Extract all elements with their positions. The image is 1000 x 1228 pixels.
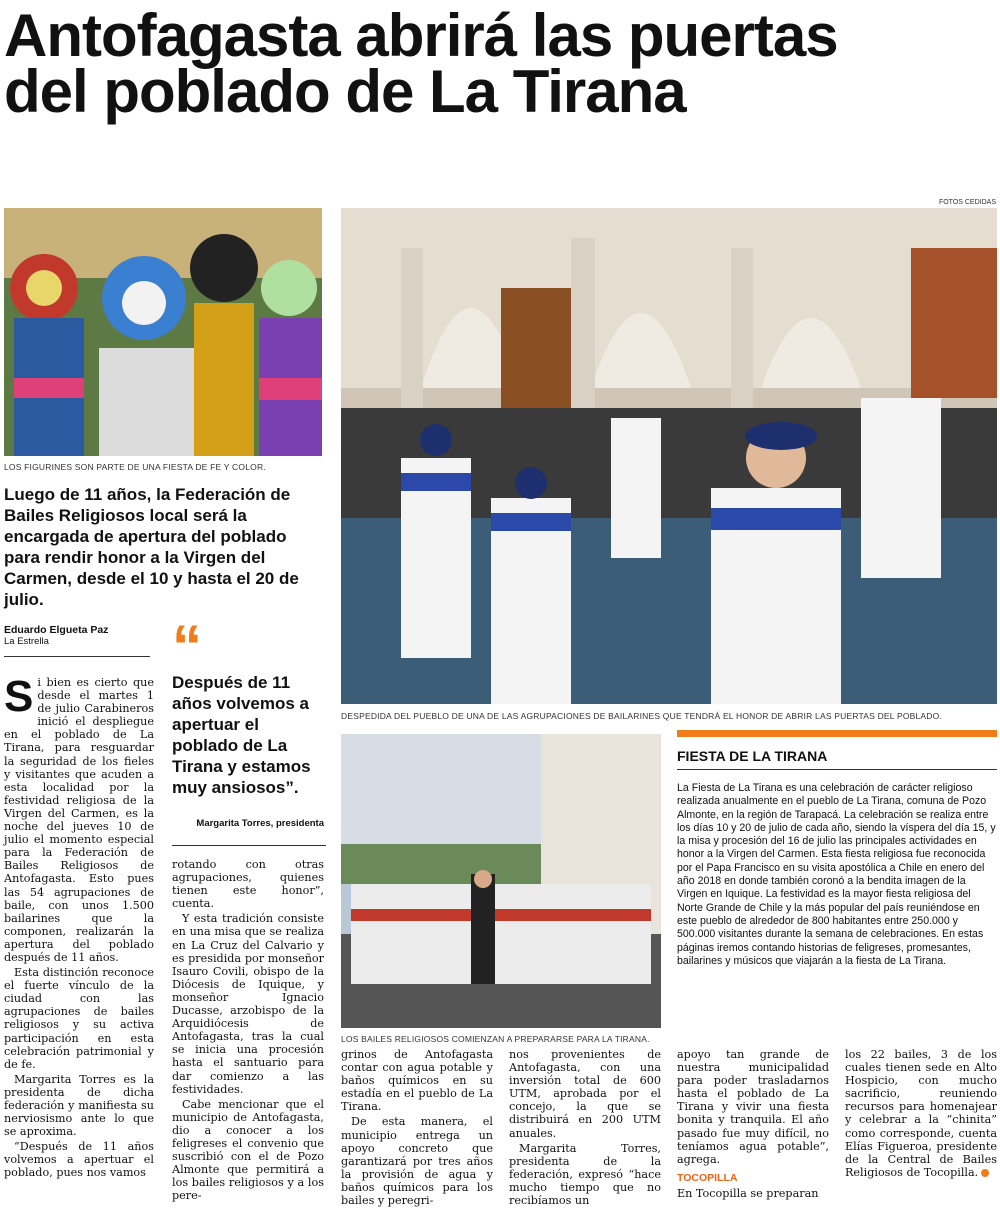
byline bbox=[4, 624, 154, 647]
pull-quote-attribution: Margarita Torres, presidenta bbox=[196, 818, 324, 829]
col4-paragraph-2: Margarita Torres, presidenta de la federación, expresó “hace mucho tiempo que no recibíamos un bbox=[509, 1141, 661, 1208]
col2-paragraph-3: Cabe mencionar que el municipio de Antofagasta, dio a conocer a los feligreses el convenio que suscribió con el de Pozo Almonte que permitirá a los bailes religiosos y a los pere- bbox=[172, 1097, 324, 1203]
street-caption: LOS BAILES RELIGIOSOS COMIENZAN A PREPARARSE PARA LA TIRANA. bbox=[341, 1034, 650, 1044]
col3-paragraph-1: grinos de Antofagasta contar con agua potable y baños químicos en su estadía en el pueblo de La Tirana. bbox=[341, 1048, 493, 1114]
masks-photo bbox=[4, 208, 322, 456]
col3-paragraph-2: De esta manera, el municipio entrega un apoyo concreto que garantizará por tres años la provisión de agua y baños químicos para los bailes y peregri- bbox=[341, 1115, 493, 1208]
church-photo bbox=[341, 208, 997, 704]
col1-paragraph-4: “Después de 11 años volvemos a apertuar el poblado, pues nos vamos bbox=[4, 1140, 154, 1180]
masks-photo-illustration bbox=[4, 208, 322, 456]
col4-paragraph-1: nos provenientes de Antofagasta, con una inversión total de 600 UTM, aprobada por el concejo, la que se distribuirá en 200 UTM anuales. bbox=[509, 1048, 661, 1140]
masks-caption: LOS FIGURINES SON PARTE DE UNA FIESTA DE FE Y COLOR. bbox=[4, 462, 266, 472]
church-photo-illustration bbox=[341, 208, 997, 704]
sidebar-title: FIESTA DE LA TIRANA bbox=[677, 748, 828, 764]
sidebar-text: La Fiesta de La Tirana es una celebración de carácter religioso realizada anualmente en el pueblo de La Tirana, comuna de Pozo Almonte, en la región de Tarapacá. La celebración se realiza entre los días 10 y 20 de julio de cada año, siendo la víspera del día 15, y la misa y procesión del 16 de julio las principales actividades en honor a la Virgen del Carmen. Esta fiesta religiosa fue reconocida por el Papa Francisco en su visita apostólica a Chile en enero del año 2018 en donde también coronó a la bendita imagen de la Virgen en Iquique. La festividad es la mayor fiesta religiosa del Norte Grande de Chile y la más popular del país reuniéndose en este pueblo de alrededor de 800 habitantes entre 250.000 y 500.000 visitantes durante la semana de celebraciones. En estas páginas iremos contando historias de feligreses, promesantes, bailarines y músicos que viajarán a la fiesta de La Tirana. bbox=[677, 782, 996, 967]
quote-mark-icon: “ bbox=[172, 613, 202, 680]
article-column-5 bbox=[677, 1048, 829, 1202]
photo-credit: FOTOS CEDIDAS bbox=[938, 199, 996, 206]
col2-paragraph-1: rotando con otras agrupaciones, quienes tienen este honor”, cuenta. bbox=[172, 858, 324, 911]
quote-rule bbox=[172, 845, 326, 846]
street-photo bbox=[341, 734, 661, 1028]
church-caption: DESPEDIDA DEL PUEBLO DE UNA DE LAS AGRUPACIONES DE BAILARINES QUE TENDRÁ EL HONOR DE ABRIR LAS PUERTAS DEL POBLADO. bbox=[341, 711, 943, 721]
sidebar-title-rule bbox=[677, 769, 997, 770]
article-column-1 bbox=[4, 672, 154, 1182]
sidebar-accent-bar bbox=[677, 730, 997, 737]
headline-line-2: del poblado de La Tirana bbox=[4, 58, 686, 125]
byline-rule bbox=[4, 656, 150, 657]
col1-paragraph-1: i bien es cierto que desde el martes 1 de julio Carabineros inició el despliegue en el poblado de La Tirana, para resguardar la seguridad de los fieles y visitantes que acuden a esta localidad por la festividad religiosa de la Virgen del Carmen, es la noche del jueves 10 de julio el momento especial para la Federación de Bailes Religiosos de Antofagasta. Esto pues las 54 agrupaciones de baile, con unos 1.500 bailarines que la componen, realizarán la apertura del poblado después de 11 años. bbox=[4, 676, 154, 964]
col5-paragraph-2: En Tocopilla se preparan bbox=[677, 1186, 819, 1200]
col2-paragraph-2: Y esta tradición consiste en una misa que se realiza en La Cruz del Calvario y es presidida por monseñor Isauro Covili, obispo de la Diócesis de Iquique, y monseñor Ignacio Ducasse, arzobispo de la Arquidiócesis de Antofagasta, tras la cual se inicia una procesión hasta el santuario para dar comienzo a las festividades. bbox=[172, 912, 324, 1096]
col6-paragraph-1 bbox=[845, 1048, 997, 1179]
lead-paragraph: Luego de 11 años, la Federación de Bailes Religiosos local será la encargada de apertura del poblado para rendir honor a la Virgen del Carmen, desde el 10 y hasta el 20 de julio. bbox=[4, 485, 299, 609]
col5-paragraph-1: apoyo tan grande de nuestra municipalidad para poder trasladarnos hasta el poblado de La Tirana y vivir una fiesta bonita y tranquila. El año pasado fue muy difícil, no teníamos agua potable”, agrega. bbox=[677, 1048, 829, 1166]
pull-quote-text: Después de 11 años volvemos a apertuar el poblado de La Tirana y estamos muy ansiosos”. bbox=[172, 673, 311, 797]
end-mark-icon bbox=[981, 1169, 989, 1177]
pull-quote bbox=[172, 613, 324, 829]
street-photo-illustration bbox=[341, 734, 661, 1028]
article-column-6 bbox=[845, 1048, 997, 1181]
tocopilla-subhead: TOCOPILLA bbox=[677, 1171, 738, 1184]
headline-line-1: Antofagasta abrirá las puertas bbox=[4, 2, 838, 69]
article-column-4 bbox=[509, 1048, 661, 1209]
author-name: Eduardo Elgueta Paz bbox=[4, 624, 109, 636]
headline bbox=[4, 2, 996, 125]
article-column-2 bbox=[172, 858, 324, 1204]
col1-paragraph-2: Esta distinción reconoce el fuerte vínculo de la ciudad con las agrupaciones de bailes religiosos y su activa participación en esta celebración patrimonial y de fe. bbox=[4, 966, 154, 1071]
col6-paragraph-1-text: los 22 bailes, 3 de los cuales tienen sede en Alto Hospicio, con mucho sacrificio, reuniendo recursos para homenajear y celebrar a la “chinita” como corresponde, cuenta Elías Figueroa, presidente de la Central de Bailes Religiosos de Tocopilla. bbox=[845, 1048, 997, 1179]
col1-paragraph-3: Margarita Torres es la presidenta de dicha federación y manifiesta su nerviosismo ante lo que se aproxima. bbox=[4, 1072, 154, 1139]
dropcap: S bbox=[4, 672, 34, 721]
author-outlet: La Estrella bbox=[4, 636, 49, 647]
article-column-3 bbox=[341, 1048, 493, 1209]
